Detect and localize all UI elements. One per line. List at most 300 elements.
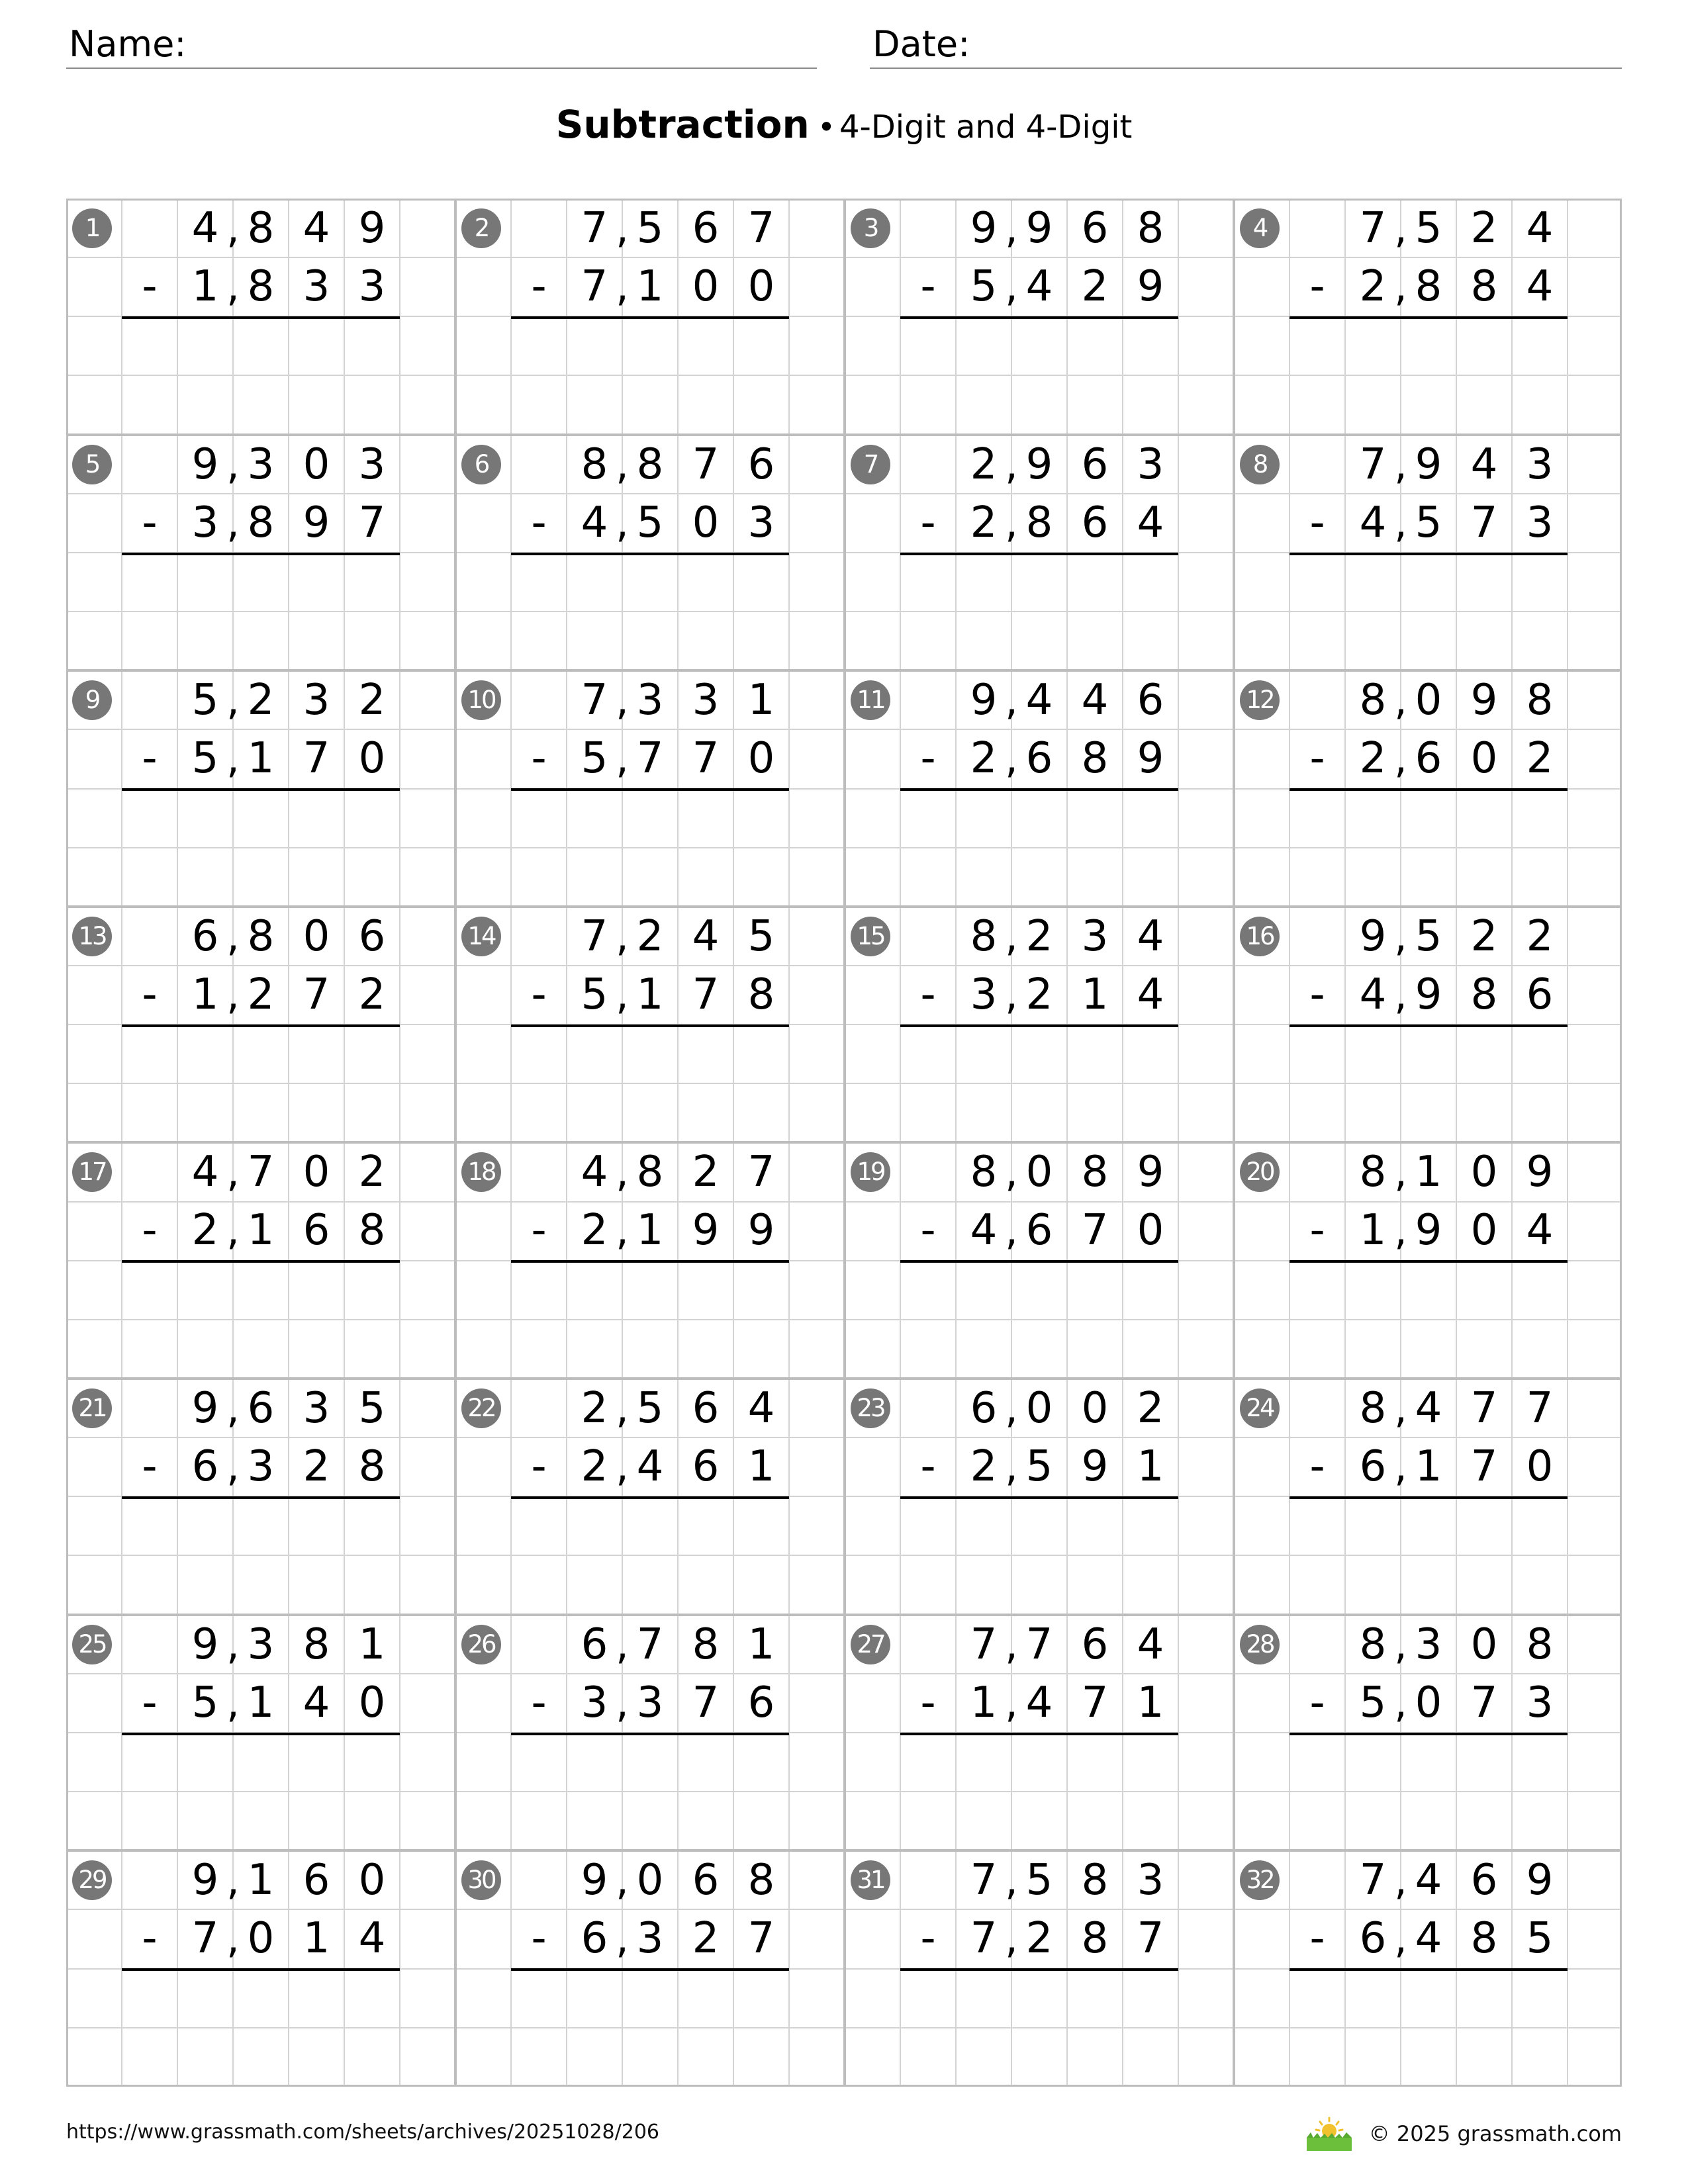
subtrahend-digit: 5 bbox=[581, 970, 608, 1019]
subtrahend-digit: 2 bbox=[1359, 262, 1387, 311]
minuend-comma: , bbox=[1394, 440, 1407, 488]
problem bbox=[845, 907, 1234, 1142]
minuend bbox=[455, 1142, 845, 1202]
answer-area[interactable] bbox=[1289, 1971, 1568, 2083]
minus-sign: - bbox=[531, 1914, 547, 1963]
minus-sign: - bbox=[920, 498, 936, 547]
minus-sign: - bbox=[920, 1442, 936, 1491]
answer-area[interactable] bbox=[122, 1735, 400, 1848]
minus-sign: - bbox=[1309, 970, 1325, 1019]
minuend-digit: 7 bbox=[1359, 1856, 1387, 1905]
subtrahend-digit: 0 bbox=[692, 498, 720, 547]
minus-sign: - bbox=[531, 1678, 547, 1727]
subtrahend-digit: 4 bbox=[1025, 1678, 1053, 1727]
minus-sign: - bbox=[1309, 498, 1325, 547]
minus-sign: - bbox=[142, 1914, 158, 1963]
answer-area[interactable] bbox=[900, 1499, 1178, 1612]
problem bbox=[66, 1142, 455, 1378]
subtrahend-digit: 3 bbox=[747, 498, 775, 547]
minuend-digit: 6 bbox=[1081, 1620, 1109, 1669]
subtrahend-digit: 1 bbox=[636, 262, 664, 311]
minuend-digit: 9 bbox=[1025, 440, 1053, 489]
minuend-digit: 8 bbox=[970, 912, 998, 961]
minuend-digit: 9 bbox=[191, 1856, 219, 1905]
answer-area[interactable] bbox=[900, 1971, 1178, 2083]
subtrahend-comma: , bbox=[1005, 1678, 1018, 1727]
subtrahend-digit: 2 bbox=[581, 1206, 608, 1255]
minuend-comma: , bbox=[1005, 1148, 1018, 1196]
minus-sign: - bbox=[920, 734, 936, 783]
minuend-digit: 1 bbox=[747, 1620, 775, 1669]
problem bbox=[66, 1850, 455, 2086]
subtrahend-comma: , bbox=[616, 1442, 629, 1490]
problem bbox=[1234, 670, 1623, 906]
minuend-digit: 9 bbox=[191, 440, 219, 489]
minuend bbox=[845, 1142, 1234, 1202]
minuend bbox=[845, 1379, 1234, 1438]
minuend-digit: 2 bbox=[970, 440, 998, 489]
subtrahend-digit: 7 bbox=[1137, 1914, 1164, 1963]
problem bbox=[66, 199, 455, 434]
minuend-digit: 7 bbox=[1470, 1384, 1498, 1433]
problem bbox=[845, 1379, 1234, 1614]
minuend bbox=[1234, 435, 1623, 494]
subtrahend-digit: 4 bbox=[636, 1442, 664, 1491]
minuend-comma: , bbox=[1005, 912, 1018, 960]
minuend-digit: 5 bbox=[191, 676, 219, 725]
minuend-digit: 9 bbox=[1137, 1148, 1164, 1197]
minuend-digit: 9 bbox=[1526, 1856, 1554, 1905]
minuend-digit: 9 bbox=[1470, 676, 1498, 725]
subtrahend-digit: 3 bbox=[358, 262, 386, 311]
minuend-digit: 7 bbox=[1526, 1384, 1554, 1433]
problem-number-badge: 29 bbox=[72, 1860, 112, 1900]
minuend-digit: 2 bbox=[247, 676, 275, 725]
minuend-digit: 8 bbox=[303, 1620, 330, 1669]
minuend bbox=[845, 199, 1234, 258]
problem-number-badge: 2 bbox=[461, 208, 501, 248]
minuend-digit: 4 bbox=[1415, 1856, 1442, 1905]
subtrahend-digit: 5 bbox=[1415, 498, 1442, 547]
subtrahend-digit: 1 bbox=[247, 734, 275, 783]
problem-number-badge: 5 bbox=[72, 445, 112, 484]
subtrahend-digit: 1 bbox=[970, 1678, 998, 1727]
minus-sign: - bbox=[142, 970, 158, 1019]
minuend-digit: 6 bbox=[692, 204, 720, 253]
subtrahend-digit: 2 bbox=[1526, 734, 1554, 783]
minuend-comma: , bbox=[226, 440, 240, 488]
minuend-digit: 8 bbox=[692, 1620, 720, 1669]
name-field[interactable] bbox=[66, 20, 817, 69]
answer-area[interactable] bbox=[900, 1735, 1178, 1848]
subtrahend-digit: 3 bbox=[1526, 498, 1554, 547]
problem-number-badge: 23 bbox=[851, 1388, 890, 1428]
problem bbox=[66, 1379, 455, 1614]
answer-area[interactable] bbox=[900, 791, 1178, 903]
date-label: Date: bbox=[872, 23, 970, 65]
subtrahend-digit: 7 bbox=[303, 734, 330, 783]
minuend-digit: 1 bbox=[358, 1620, 386, 1669]
minuend-comma: , bbox=[616, 1384, 629, 1432]
subtrahend-digit: 7 bbox=[747, 1914, 775, 1963]
subtrahend-comma: , bbox=[616, 1678, 629, 1727]
minuend-digit: 8 bbox=[1081, 1856, 1109, 1905]
minuend bbox=[1234, 907, 1623, 966]
minuend-digit: 4 bbox=[1137, 1620, 1164, 1669]
answer-area[interactable] bbox=[511, 1263, 789, 1375]
minuend-digit: 5 bbox=[636, 1384, 664, 1433]
subtrahend-comma: , bbox=[616, 262, 629, 310]
minuend-digit: 4 bbox=[692, 912, 720, 961]
subtrahend-comma: , bbox=[1394, 1206, 1407, 1254]
minuend bbox=[66, 435, 455, 494]
minuend-comma: , bbox=[1005, 1856, 1018, 1904]
answer-area[interactable] bbox=[511, 791, 789, 903]
subtrahend-digit: 8 bbox=[247, 498, 275, 547]
subtrahend-digit: 3 bbox=[1526, 1678, 1554, 1727]
subtrahend-digit: 8 bbox=[247, 262, 275, 311]
problem bbox=[845, 1142, 1234, 1378]
minuend bbox=[845, 1850, 1234, 1910]
subtrahend-digit: 3 bbox=[636, 1678, 664, 1727]
minus-sign: - bbox=[531, 734, 547, 783]
subtrahend-comma: , bbox=[226, 498, 240, 547]
problem bbox=[455, 670, 845, 906]
minuend-digit: 8 bbox=[1526, 1620, 1554, 1669]
subtrahend-digit: 7 bbox=[692, 1678, 720, 1727]
subtrahend-digit: 6 bbox=[191, 1442, 219, 1491]
subtrahend-digit: 4 bbox=[1359, 498, 1387, 547]
subtrahend-digit: 6 bbox=[1526, 970, 1554, 1019]
subtrahend-digit: 8 bbox=[1081, 734, 1109, 783]
subtrahend-digit: 3 bbox=[581, 1678, 608, 1727]
subtrahend-digit: 7 bbox=[1470, 498, 1498, 547]
subtrahend-digit: 8 bbox=[1415, 262, 1442, 311]
minus-sign: - bbox=[531, 498, 547, 547]
subtrahend-digit: 4 bbox=[1025, 262, 1053, 311]
subtrahend-comma: , bbox=[226, 1678, 240, 1727]
problem-number-badge: 20 bbox=[1240, 1152, 1280, 1192]
minuend bbox=[66, 670, 455, 730]
answer-area[interactable] bbox=[1289, 1263, 1568, 1375]
subtrahend-comma: , bbox=[1394, 734, 1407, 782]
footer-copyright: © 2025 grassmath.com bbox=[1368, 2121, 1622, 2146]
minuend-comma: , bbox=[1394, 1620, 1407, 1668]
minuend-comma: , bbox=[616, 1620, 629, 1668]
answer-area[interactable] bbox=[122, 319, 400, 432]
subtrahend-digit: 0 bbox=[692, 262, 720, 311]
answer-area[interactable] bbox=[122, 791, 400, 903]
subtrahend-digit: 4 bbox=[1137, 970, 1164, 1019]
problem-number-badge: 13 bbox=[72, 917, 112, 956]
minuend-comma: , bbox=[226, 912, 240, 960]
subtrahend-comma: , bbox=[226, 1206, 240, 1254]
problem-number-badge: 25 bbox=[72, 1625, 112, 1664]
answer-area[interactable] bbox=[1289, 555, 1568, 668]
minuend-digit: 4 bbox=[747, 1384, 775, 1433]
problem-number-badge: 21 bbox=[72, 1388, 112, 1428]
title-separator: • bbox=[817, 109, 835, 145]
minuend-digit: 9 bbox=[1359, 912, 1387, 961]
minuend-digit: 8 bbox=[1359, 676, 1387, 725]
subtrahend-comma: , bbox=[1394, 970, 1407, 1019]
subtrahend-digit: 7 bbox=[1470, 1678, 1498, 1727]
minuend-digit: 9 bbox=[970, 204, 998, 253]
minuend-digit: 4 bbox=[1137, 912, 1164, 961]
subtrahend-comma: , bbox=[616, 1914, 629, 1962]
subtrahend-digit: 8 bbox=[358, 1442, 386, 1491]
minuend-comma: , bbox=[1394, 1384, 1407, 1432]
answer-area[interactable] bbox=[900, 1027, 1178, 1140]
minuend-digit: 8 bbox=[1081, 1148, 1109, 1197]
subtrahend-digit: 9 bbox=[1415, 970, 1442, 1019]
minuend-digit: 5 bbox=[747, 912, 775, 961]
subtrahend-digit: 4 bbox=[303, 1678, 330, 1727]
minus-sign: - bbox=[142, 1678, 158, 1727]
problem-number-badge: 11 bbox=[851, 680, 890, 720]
minuend-comma: , bbox=[226, 204, 240, 252]
problem bbox=[1234, 435, 1623, 670]
answer-area[interactable] bbox=[511, 1735, 789, 1848]
minuend-digit: 0 bbox=[303, 440, 330, 489]
problem-number-badge: 12 bbox=[1240, 680, 1280, 720]
minuend-digit: 5 bbox=[358, 1384, 386, 1433]
minuend-digit: 8 bbox=[970, 1148, 998, 1197]
subtrahend-comma: , bbox=[1005, 1442, 1018, 1490]
subtrahend-comma: , bbox=[226, 734, 240, 782]
problem-number-badge: 17 bbox=[72, 1152, 112, 1192]
minuend-digit: 2 bbox=[1025, 912, 1053, 961]
minuend bbox=[455, 907, 845, 966]
subtrahend-digit: 8 bbox=[1025, 498, 1053, 547]
minuend-comma: , bbox=[1005, 440, 1018, 488]
problem bbox=[845, 1615, 1234, 1850]
subtrahend-digit: 6 bbox=[1415, 734, 1442, 783]
subtrahend-comma: , bbox=[1394, 498, 1407, 547]
subtrahend-digit: 6 bbox=[1081, 498, 1109, 547]
minus-sign: - bbox=[142, 1442, 158, 1491]
subtrahend-digit: 1 bbox=[747, 1442, 775, 1491]
problem bbox=[845, 199, 1234, 434]
minuend-digit: 9 bbox=[358, 204, 386, 253]
problem bbox=[1234, 1142, 1623, 1378]
minuend-digit: 1 bbox=[747, 676, 775, 725]
answer-area[interactable] bbox=[511, 1027, 789, 1140]
minuend-digit: 9 bbox=[191, 1384, 219, 1433]
problem-number-badge: 14 bbox=[461, 917, 501, 956]
minuend bbox=[1234, 670, 1623, 730]
minuend-digit: 6 bbox=[692, 1384, 720, 1433]
subtrahend-digit: 0 bbox=[747, 262, 775, 311]
subtrahend-digit: 1 bbox=[1137, 1678, 1164, 1727]
answer-area[interactable] bbox=[900, 555, 1178, 668]
minuend-comma: , bbox=[616, 676, 629, 724]
subtrahend-comma: , bbox=[1005, 970, 1018, 1019]
answer-area[interactable] bbox=[122, 555, 400, 668]
minus-sign: - bbox=[531, 1206, 547, 1255]
subtrahend-digit: 8 bbox=[1470, 262, 1498, 311]
subtrahend-digit: 7 bbox=[692, 970, 720, 1019]
minuend-digit: 3 bbox=[303, 1384, 330, 1433]
subtrahend-digit: 0 bbox=[1470, 734, 1498, 783]
answer-area[interactable] bbox=[900, 1263, 1178, 1375]
subtrahend-digit: 1 bbox=[191, 970, 219, 1019]
minus-sign: - bbox=[142, 734, 158, 783]
subtrahend-digit: 2 bbox=[692, 1914, 720, 1963]
minuend-digit: 7 bbox=[636, 1620, 664, 1669]
minuend bbox=[455, 199, 845, 258]
minuend-digit: 0 bbox=[303, 912, 330, 961]
subtrahend-digit: 3 bbox=[303, 262, 330, 311]
minuend-comma: , bbox=[1005, 204, 1018, 252]
minuend bbox=[455, 1850, 845, 1910]
subtrahend-digit: 2 bbox=[358, 970, 386, 1019]
minuend-digit: 5 bbox=[1025, 1856, 1053, 1905]
minuend-digit: 6 bbox=[1137, 676, 1164, 725]
subtrahend-digit: 4 bbox=[1526, 1206, 1554, 1255]
minus-sign: - bbox=[142, 498, 158, 547]
minuend bbox=[66, 1142, 455, 1202]
subtrahend-digit: 6 bbox=[1359, 1914, 1387, 1963]
minuend-digit: 8 bbox=[247, 912, 275, 961]
subtrahend-digit: 8 bbox=[1470, 1914, 1498, 1963]
problem-number-badge: 9 bbox=[72, 680, 112, 720]
minuend-digit: 2 bbox=[692, 1148, 720, 1197]
problem bbox=[455, 1142, 845, 1378]
subtrahend-digit: 2 bbox=[1081, 262, 1109, 311]
minuend-digit: 2 bbox=[358, 676, 386, 725]
minuend-digit: 7 bbox=[1025, 1620, 1053, 1669]
subtrahend-digit: 1 bbox=[1359, 1206, 1387, 1255]
answer-area[interactable] bbox=[900, 319, 1178, 432]
minuend-digit: 8 bbox=[1526, 676, 1554, 725]
minuend bbox=[1234, 199, 1623, 258]
problem-number-badge: 27 bbox=[851, 1625, 890, 1664]
minuend-digit: 7 bbox=[747, 204, 775, 253]
subtrahend-digit: 1 bbox=[1081, 970, 1109, 1019]
answer-area[interactable] bbox=[1289, 319, 1568, 432]
minuend-comma: , bbox=[1394, 204, 1407, 252]
answer-area[interactable] bbox=[1289, 1027, 1568, 1140]
subtrahend-comma: , bbox=[1394, 1678, 1407, 1727]
minuend bbox=[66, 907, 455, 966]
minuend-digit: 8 bbox=[1359, 1620, 1387, 1669]
subtrahend-digit: 4 bbox=[1137, 498, 1164, 547]
minuend-digit: 6 bbox=[692, 1856, 720, 1905]
minuend-digit: 2 bbox=[581, 1384, 608, 1433]
minuend-digit: 4 bbox=[1081, 676, 1109, 725]
title-main: Subtraction bbox=[555, 102, 810, 147]
minuend-digit: 6 bbox=[581, 1620, 608, 1669]
answer-area[interactable] bbox=[1289, 1499, 1568, 1612]
subtrahend-digit: 0 bbox=[1137, 1206, 1164, 1255]
subtrahend-digit: 7 bbox=[358, 498, 386, 547]
minuend-digit: 2 bbox=[1526, 912, 1554, 961]
answer-area[interactable] bbox=[122, 1499, 400, 1612]
problem bbox=[845, 1850, 1234, 2086]
problem bbox=[1234, 1615, 1623, 1850]
problem-number-badge: 32 bbox=[1240, 1860, 1280, 1900]
minuend-digit: 3 bbox=[358, 440, 386, 489]
minuend-digit: 7 bbox=[970, 1856, 998, 1905]
subtrahend-comma: , bbox=[616, 1206, 629, 1254]
subtrahend-digit: 7 bbox=[1470, 1442, 1498, 1491]
subtrahend-comma: , bbox=[616, 734, 629, 782]
answer-area[interactable] bbox=[122, 1971, 400, 2083]
subtrahend-digit: 6 bbox=[303, 1206, 330, 1255]
minuend-digit: 2 bbox=[1137, 1384, 1164, 1433]
answer-area[interactable] bbox=[511, 319, 789, 432]
date-field[interactable] bbox=[870, 20, 1622, 69]
problem bbox=[455, 907, 845, 1142]
minuend bbox=[66, 199, 455, 258]
minuend-digit: 7 bbox=[581, 676, 608, 725]
answer-area[interactable] bbox=[122, 1263, 400, 1375]
minuend-digit: 6 bbox=[191, 912, 219, 961]
answer-area[interactable] bbox=[511, 1971, 789, 2083]
subtrahend-comma: , bbox=[226, 1914, 240, 1962]
subtrahend-digit: 1 bbox=[636, 1206, 664, 1255]
subtrahend-digit: 2 bbox=[970, 498, 998, 547]
footer-url[interactable]: https://www.grassmath.com/sheets/archives/20251028/206 bbox=[66, 2120, 660, 2144]
subtrahend-comma: , bbox=[1005, 1206, 1018, 1254]
answer-area[interactable] bbox=[511, 1499, 789, 1612]
problem-number-badge: 10 bbox=[461, 680, 501, 720]
minuend-digit: 6 bbox=[303, 1856, 330, 1905]
minuend-digit: 4 bbox=[191, 204, 219, 253]
subtrahend-digit: 7 bbox=[581, 262, 608, 311]
minuend-digit: 0 bbox=[1025, 1148, 1053, 1197]
minuend-digit: 2 bbox=[358, 1148, 386, 1197]
subtrahend-digit: 9 bbox=[1081, 1442, 1109, 1491]
subtrahend-digit: 0 bbox=[1415, 1678, 1442, 1727]
answer-area[interactable] bbox=[1289, 791, 1568, 903]
answer-area[interactable] bbox=[122, 1027, 400, 1140]
answer-area[interactable] bbox=[511, 555, 789, 668]
subtrahend-digit: 3 bbox=[247, 1442, 275, 1491]
subtrahend-comma: , bbox=[226, 970, 240, 1019]
minuend bbox=[66, 1379, 455, 1438]
minuend bbox=[455, 670, 845, 730]
subtrahend-digit: 1 bbox=[303, 1914, 330, 1963]
problem-number-badge: 31 bbox=[851, 1860, 890, 1900]
minuend-digit: 6 bbox=[247, 1384, 275, 1433]
minuend-digit: 0 bbox=[1081, 1384, 1109, 1433]
minuend bbox=[66, 1850, 455, 1910]
answer-area[interactable] bbox=[1289, 1735, 1568, 1848]
subtrahend-digit: 7 bbox=[636, 734, 664, 783]
minuend-digit: 8 bbox=[1359, 1384, 1387, 1433]
minuend-digit: 7 bbox=[1359, 440, 1387, 489]
minuend-comma: , bbox=[1394, 676, 1407, 724]
minuend-digit: 0 bbox=[1470, 1620, 1498, 1669]
subtrahend-digit: 1 bbox=[191, 262, 219, 311]
minuend bbox=[845, 907, 1234, 966]
problem-number-badge: 26 bbox=[461, 1625, 501, 1664]
minus-sign: - bbox=[1309, 1206, 1325, 1255]
minuend-digit: 7 bbox=[581, 204, 608, 253]
minuend-digit: 4 bbox=[1025, 676, 1053, 725]
problem-number-badge: 1 bbox=[72, 208, 112, 248]
minus-sign: - bbox=[920, 1206, 936, 1255]
subtrahend-digit: 8 bbox=[1081, 1914, 1109, 1963]
subtrahend-digit: 2 bbox=[970, 734, 998, 783]
minuend-digit: 6 bbox=[1081, 440, 1109, 489]
subtrahend-comma: , bbox=[1005, 262, 1018, 310]
subtrahend-comma: , bbox=[1005, 1914, 1018, 1962]
minuend-digit: 7 bbox=[581, 912, 608, 961]
minus-sign: - bbox=[1309, 1442, 1325, 1491]
